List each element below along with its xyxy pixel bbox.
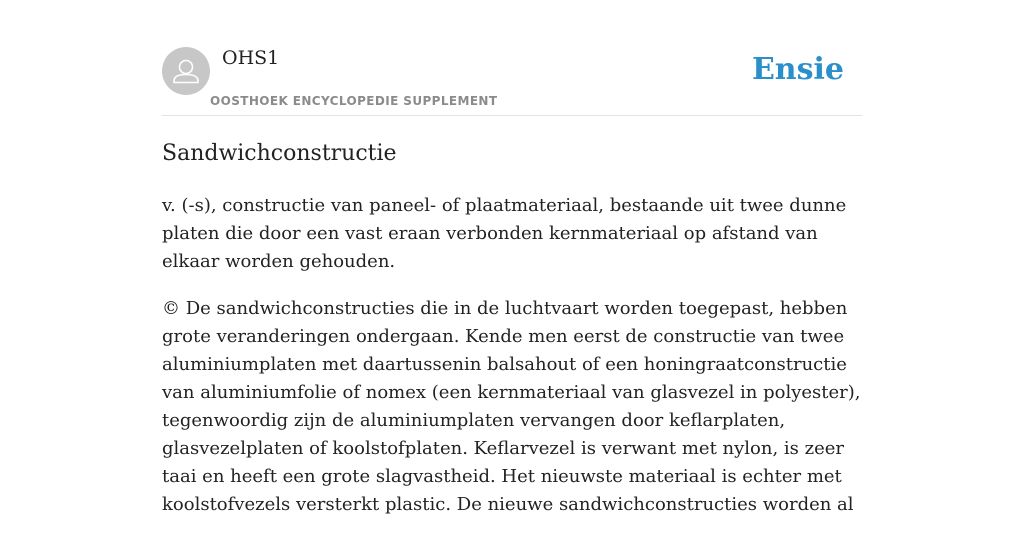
source-label[interactable]: OOSTHOEK ENCYCLOPEDIE SUPPLEMENT (210, 94, 498, 108)
avatar[interactable] (162, 47, 210, 95)
author-name[interactable]: OHS1 (222, 47, 280, 69)
page-title: Sandwichconstructie (162, 141, 397, 166)
article-body (162, 192, 862, 538)
definition-paragraph: v. (-s), constructie van paneel- of plaatmateriaal, bestaande uit twee dunne platen die door een vast eraan verbonden kernmateriaal op afstand van elkaar worden gehouden. (162, 195, 847, 272)
brand-logo[interactable]: Ensie (751, 52, 844, 87)
detail-paragraph: © De sandwichconstructies die in de luchtvaart worden toegepast, hebben grote veranderingen ondergaan. Kende men eerst de constructie van twee aluminiumplaten met daartussenin balsahout of een honingraatconstructie van aluminiumfolie of nomex (een kernmateriaal van glasvezel in polyester), tegenwoordig zijn de aluminiumplaten vervangen door keflarplaten, glasvezelplaten of koolstofplaten. Keflarvezel is verwant met nylon, is zeer taai en heeft een grote slagvastheid. Het nieuwste materiaal is echter met koolstofvezels versterkt plastic. De nieuwe sandwichconstructies worden al (162, 298, 861, 515)
header (162, 0, 862, 116)
page (162, 0, 862, 515)
user-icon (162, 47, 210, 95)
